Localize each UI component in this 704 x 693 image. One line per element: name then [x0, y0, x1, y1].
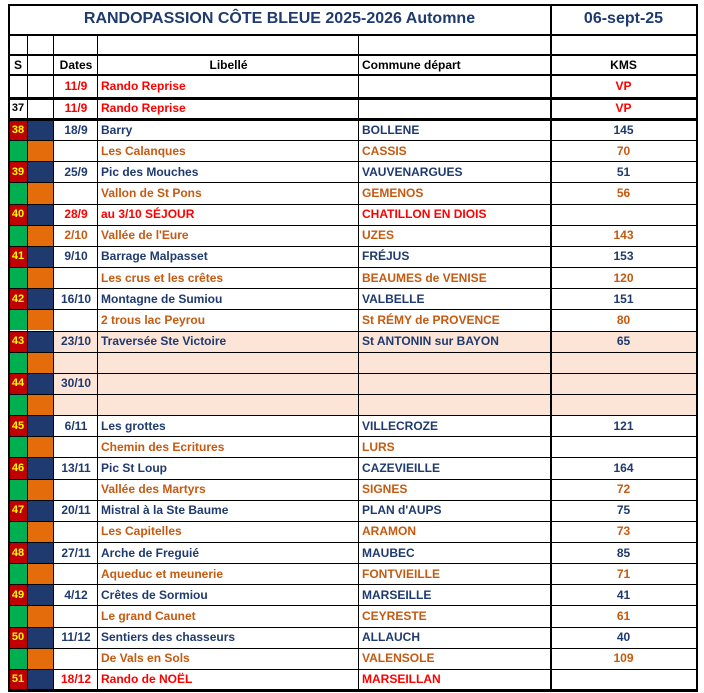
- row-kms: 153: [613, 249, 634, 264]
- row-commune: St ANTONIN sur BAYON: [362, 334, 499, 349]
- row-commune: FONTVIEILLE: [362, 566, 440, 581]
- week-number: 38: [8, 119, 28, 140]
- row-commune: [359, 98, 551, 118]
- week-number: 43: [8, 331, 28, 352]
- frame-right: [696, 4, 698, 691]
- row-commune: VILLECROZE: [362, 418, 439, 433]
- row-rule: [8, 182, 698, 183]
- row-kms: 75: [616, 503, 631, 518]
- row-rule: [8, 605, 698, 606]
- frame-bottom: [8, 689, 698, 692]
- calendar-sheet: [8, 4, 698, 689]
- row-date: [54, 352, 98, 373]
- row-rule: [8, 479, 698, 480]
- row-date: [54, 267, 98, 288]
- orange-swatch: [28, 267, 54, 288]
- orange-swatch: [28, 309, 54, 330]
- orange-swatch: [28, 140, 54, 161]
- row-date: [54, 140, 98, 161]
- row-commune: [359, 394, 551, 415]
- row-commune: [359, 373, 551, 394]
- week-number: 47: [8, 500, 28, 521]
- row-commune: St RÉMY de PROVENCE: [362, 312, 500, 327]
- row-rule: [8, 563, 698, 564]
- blue-swatch: [28, 457, 54, 478]
- row-kms: [551, 394, 696, 415]
- week-number: 44: [8, 373, 28, 394]
- row-commune: CHATILLON EN DIOIS: [362, 207, 487, 222]
- week-number: 49: [8, 584, 28, 605]
- row-date: 27/11: [61, 545, 91, 560]
- row-label: Rando Reprise: [101, 101, 186, 115]
- row-label: Le grand Caunet: [101, 609, 196, 623]
- row-label: Vallée des Martyrs: [101, 482, 206, 497]
- row-kms: VP: [615, 101, 632, 115]
- col-rule: [550, 4, 552, 690]
- week-number: [8, 605, 28, 626]
- row-rule: [8, 373, 698, 374]
- blue-swatch: [28, 627, 54, 648]
- frame-left: [8, 4, 10, 691]
- row-date: 23/10: [60, 334, 92, 349]
- row-rule: [8, 225, 698, 226]
- row-kms: 143: [613, 228, 634, 243]
- row-kms: 56: [616, 186, 631, 200]
- col-rule: [358, 34, 359, 690]
- row-label: [98, 352, 359, 373]
- row-kms: 164: [613, 460, 634, 475]
- blue-swatch: [28, 542, 54, 563]
- row-commune: SIGNES: [362, 482, 408, 497]
- row-commune: MAUBEC: [362, 545, 415, 560]
- row-kms: [551, 373, 696, 394]
- week-number: 48: [8, 542, 28, 563]
- week-number: 51: [8, 669, 28, 690]
- row-date: [54, 521, 98, 542]
- row-rule: [8, 394, 698, 395]
- row-date: [54, 182, 98, 203]
- orange-swatch: [28, 521, 54, 542]
- header-kms: KMS: [610, 57, 637, 72]
- blue-swatch: [28, 288, 54, 309]
- row-commune: GEMENOS: [362, 186, 424, 200]
- row-date: [54, 309, 98, 330]
- row-commune: VALBELLE: [362, 291, 425, 306]
- row-rule: [8, 500, 698, 501]
- row-label: Rando Reprise: [101, 79, 186, 93]
- row-commune: BOLLENE: [362, 122, 420, 137]
- row-date: 11/9: [64, 79, 88, 93]
- row-kms: 65: [616, 334, 631, 349]
- row-label: Vallée de l'Eure: [101, 228, 189, 243]
- row-rule: [8, 521, 698, 522]
- blue-swatch: [28, 331, 54, 352]
- row-label: 2 trous lac Peyrou: [101, 312, 206, 327]
- blue-swatch: [28, 161, 54, 182]
- row-kms: 41: [616, 587, 631, 602]
- orange-swatch: [28, 182, 54, 203]
- row-commune: MARSEILLAN: [362, 672, 441, 687]
- week-number: [8, 352, 28, 373]
- week-number: [8, 76, 28, 96]
- row-label: Arche de Freguié: [101, 545, 200, 560]
- blue-swatch: [28, 119, 54, 140]
- orange-swatch: [28, 479, 54, 500]
- row-rule: [8, 161, 698, 162]
- frame-top: [8, 4, 698, 6]
- row-date: 13/11: [61, 460, 91, 475]
- orange-swatch: [28, 436, 54, 457]
- row-label: Aqueduc et meunerie: [101, 566, 224, 581]
- week-number: [8, 267, 28, 288]
- row-commune: UZES: [362, 228, 395, 243]
- week-number: 46: [8, 457, 28, 478]
- row-kms: 85: [616, 545, 631, 560]
- row-kms: 145: [613, 122, 634, 137]
- row-date: 28/9: [64, 207, 88, 222]
- row-kms: 72: [616, 482, 631, 497]
- row-rule: [8, 204, 698, 205]
- row-label: Pic des Mouches: [101, 164, 199, 179]
- header-commune: Commune départ: [362, 57, 461, 72]
- blue-swatch: [28, 669, 54, 690]
- row-date: 6/11: [64, 418, 88, 433]
- row-kms: 61: [616, 609, 631, 623]
- row-commune: ARAMON: [362, 524, 416, 539]
- row-date: 4/12: [64, 587, 88, 602]
- row-date: 11/9: [64, 101, 88, 115]
- orange-swatch: [28, 225, 54, 246]
- row-date: 18/9: [64, 122, 88, 137]
- row-rule: [8, 648, 698, 649]
- row-commune: [359, 76, 551, 96]
- row-date: 30/10: [60, 376, 92, 391]
- orange-swatch: [28, 352, 54, 373]
- week-number: 40: [8, 204, 28, 225]
- row-commune: CAZEVIEILLE: [362, 460, 441, 475]
- row-commune: PLAN d'AUPS: [362, 503, 442, 518]
- orange-swatch: [28, 394, 54, 415]
- row-kms: 51: [616, 164, 631, 179]
- week-number: [8, 563, 28, 584]
- row-commune: VAUVENARGUES: [362, 164, 463, 179]
- row-date: 18/12: [60, 672, 92, 687]
- row-label: Montagne de Sumiou: [101, 291, 223, 306]
- row-label: Rando de NOËL: [101, 672, 193, 687]
- week-number: 50: [8, 627, 28, 648]
- header-dates: Dates: [59, 57, 93, 72]
- row-date: 9/10: [64, 249, 88, 264]
- row-label: Crêtes de Sormiou: [101, 587, 208, 602]
- week-number: [8, 479, 28, 500]
- row-label: Barry: [101, 122, 133, 137]
- row-kms: [551, 436, 696, 457]
- row-rule: [8, 331, 698, 332]
- week-number: [8, 225, 28, 246]
- blue-swatch: [28, 500, 54, 521]
- row-rule: [8, 436, 698, 437]
- row-date: 2/10: [64, 228, 88, 243]
- row-rule: [8, 309, 698, 310]
- row-label: De Vals en Sols: [101, 651, 190, 666]
- col-rule: [97, 34, 98, 690]
- row-rule: [8, 542, 698, 543]
- row-rule: [8, 118, 698, 121]
- row-kms: 109: [613, 651, 634, 666]
- row-kms: 73: [616, 524, 631, 539]
- week-number: [8, 309, 28, 330]
- row-commune: CASSIS: [362, 143, 407, 158]
- row-rule: [8, 288, 698, 289]
- row-rule: [8, 457, 698, 458]
- blue-swatch: [28, 204, 54, 225]
- row-label: Mistral à la Ste Baume: [101, 503, 229, 518]
- row-date: [54, 394, 98, 415]
- week-number: 37: [11, 102, 25, 114]
- row-commune: ALLAUCH: [362, 630, 420, 645]
- row-label: [98, 394, 359, 415]
- week-number: 39: [8, 161, 28, 182]
- row-label: Traversée Ste Victoire: [101, 334, 227, 349]
- row-kms: [551, 669, 696, 690]
- row-kms: 70: [616, 143, 631, 158]
- row-label: Barrage Malpasset: [101, 249, 208, 264]
- week-number: [8, 521, 28, 542]
- row-date: [54, 648, 98, 669]
- row-rule: [8, 352, 698, 353]
- week-number: [8, 182, 28, 203]
- row-kms: VP: [615, 79, 632, 93]
- blue-swatch: [28, 373, 54, 394]
- row-label: Les crus et les crêtes: [101, 270, 224, 285]
- header-libelle: Libellé: [209, 57, 248, 72]
- row-label: Les Calanques: [101, 143, 186, 158]
- blue-swatch: [28, 246, 54, 267]
- week-number: [8, 394, 28, 415]
- row-rule: [8, 140, 698, 141]
- row-rule: [8, 97, 698, 100]
- row-commune: [359, 352, 551, 373]
- row-commune: LURS: [362, 439, 395, 454]
- header-rule: [8, 74, 698, 76]
- row-commune: FRÉJUS: [362, 249, 410, 264]
- row-date: [54, 436, 98, 457]
- week-number: [8, 436, 28, 457]
- row-label: Chemin des Ecritures: [101, 439, 225, 454]
- row-label: [98, 373, 359, 394]
- blue-swatch: [28, 415, 54, 436]
- row-commune: MARSEILLE: [362, 587, 432, 602]
- row-date: 25/9: [64, 164, 88, 179]
- row-kms: [551, 352, 696, 373]
- row-rule: [8, 584, 698, 585]
- week-number: 41: [8, 246, 28, 267]
- row-label: Les grottes: [101, 418, 166, 433]
- row-rule: [8, 669, 698, 670]
- row-label: Pic St Loup: [101, 460, 167, 475]
- row-rule: [8, 246, 698, 247]
- row-kms: 121: [613, 418, 634, 433]
- row-kms: 80: [616, 312, 631, 327]
- row-label: Les Capitelles: [101, 524, 182, 539]
- week-number: 45: [8, 415, 28, 436]
- row-date: [54, 605, 98, 626]
- row-date: 11/12: [61, 630, 91, 645]
- row-date: [54, 563, 98, 584]
- row-label: Sentiers des chasseurs: [101, 630, 236, 645]
- row-kms: [551, 204, 696, 225]
- orange-swatch: [28, 563, 54, 584]
- week-number: 42: [8, 288, 28, 309]
- row-date: 16/10: [60, 291, 92, 306]
- week-number: [8, 648, 28, 669]
- row-kms: 151: [613, 291, 634, 306]
- blue-swatch: [28, 584, 54, 605]
- row-kms: 40: [616, 630, 631, 645]
- row-kms: 120: [613, 270, 634, 285]
- week-number: [8, 140, 28, 161]
- col-rule: [27, 34, 28, 690]
- row-rule: [8, 267, 698, 268]
- sheet-date: 06-sept-25: [583, 10, 664, 27]
- row-rule: [8, 627, 698, 628]
- row-label: au 3/10 SÉJOUR: [101, 207, 195, 222]
- header-rule: [8, 34, 698, 36]
- header-rule: [8, 54, 698, 56]
- row-label: Vallon de St Pons: [101, 186, 202, 200]
- row-kms: 71: [616, 566, 631, 581]
- row-date: [54, 479, 98, 500]
- sheet-title: RANDOPASSION CÔTE BLEUE 2025-2026 Automne: [83, 10, 476, 27]
- row-date: 20/11: [61, 503, 91, 518]
- orange-swatch: [28, 648, 54, 669]
- row-commune: VALENSOLE: [362, 651, 435, 666]
- header-week: S: [13, 57, 22, 72]
- row-commune: BEAUMES de VENISE: [362, 270, 487, 285]
- orange-swatch: [28, 605, 54, 626]
- row-rule: [8, 415, 698, 416]
- row-commune: CEYRESTE: [362, 609, 427, 623]
- col-rule: [53, 34, 54, 690]
